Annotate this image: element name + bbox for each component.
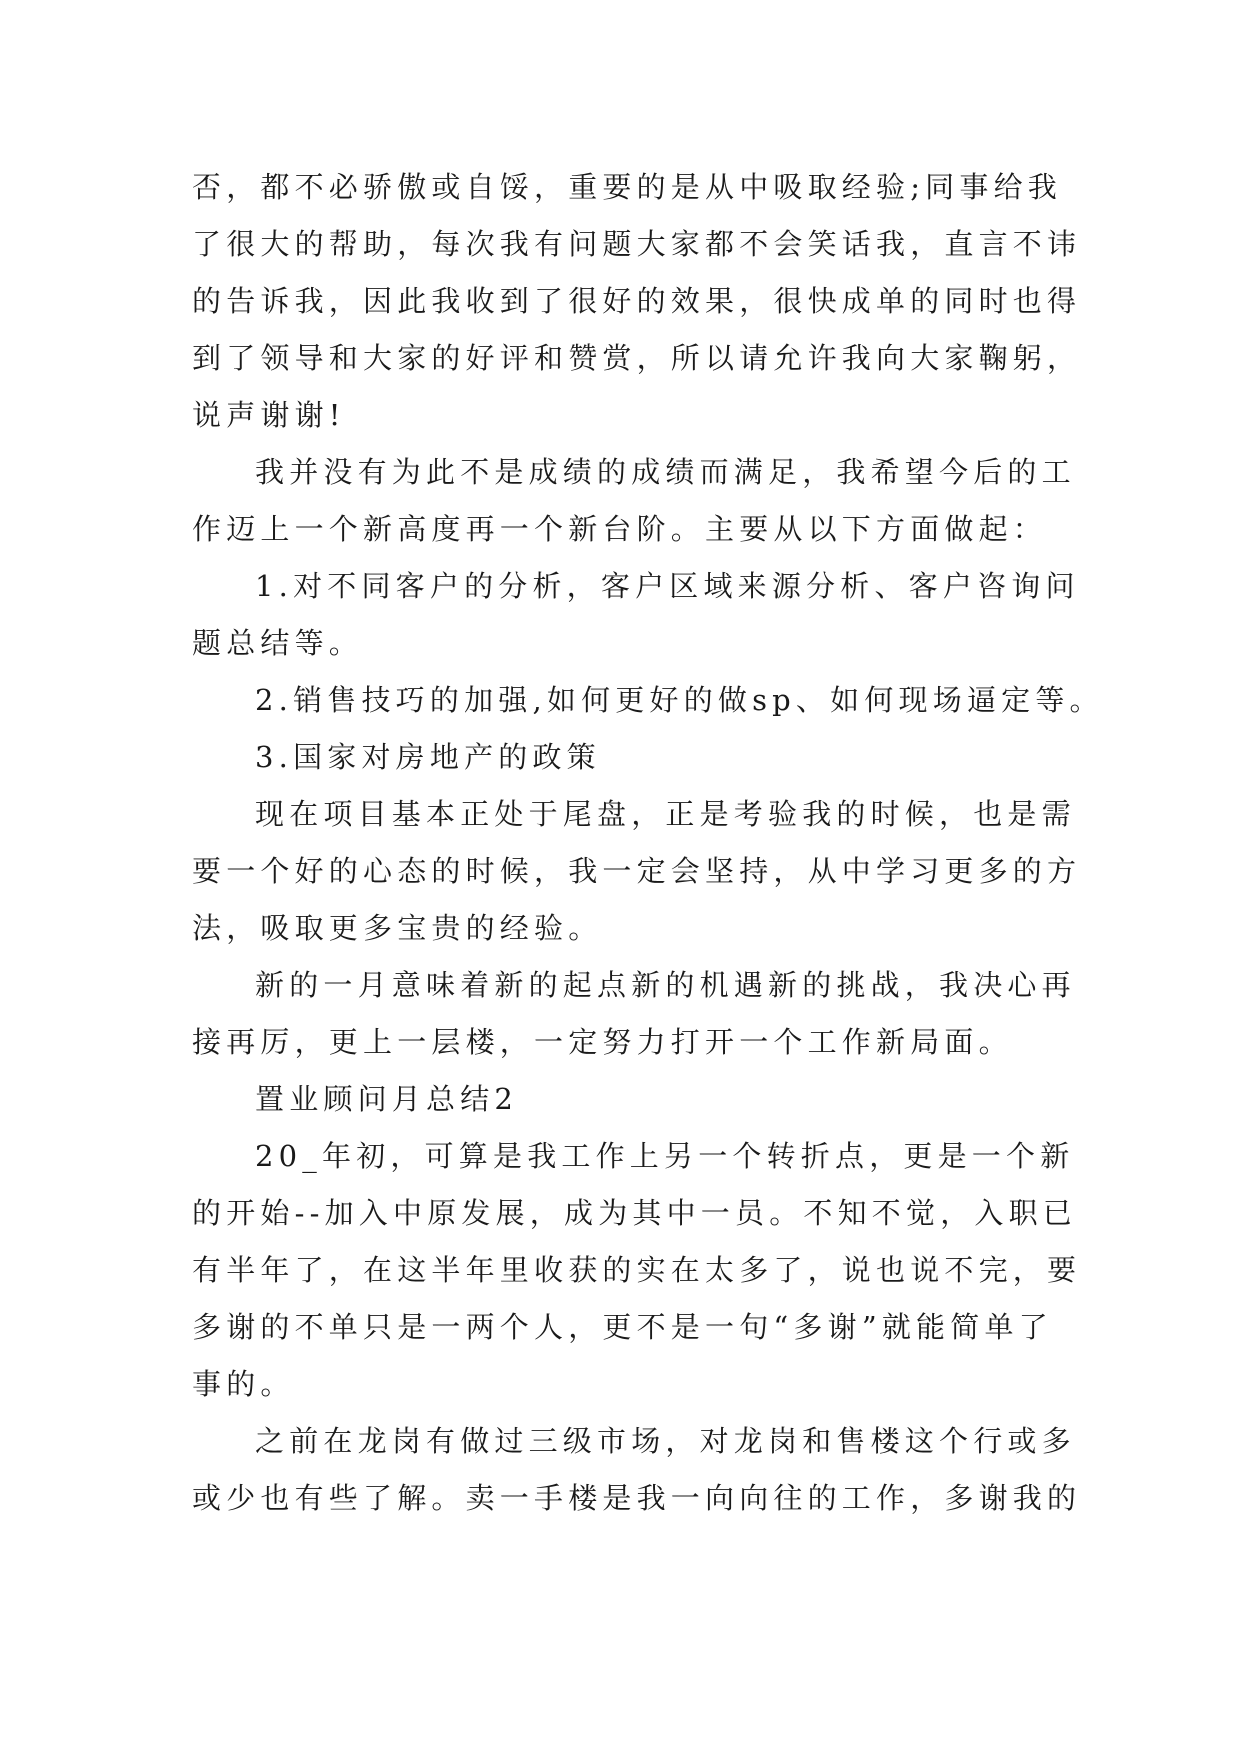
text-line: 的开始--加入中原发展，成为其中一员。不知不觉，入职已 — [192, 1196, 1077, 1230]
text-line: 说声谢谢! — [192, 398, 346, 432]
section-heading: 置业顾问月总结2 — [255, 1082, 519, 1116]
text-line: 作迈上一个新高度再一个新台阶。主要从以下方面做起： — [192, 512, 1048, 546]
text-line: 多谢的不单只是一两个人，更不是一句“多谢”就能简单了 — [192, 1310, 1053, 1344]
text-line: 否，都不必骄傲或自馁，重要的是从中吸取经验;同事给我 — [192, 170, 1062, 204]
text-line: 接再厉，更上一层楼，一定努力打开一个工作新局面。 — [192, 1025, 1013, 1059]
text-line: 要一个好的心态的时候，我一定会坚持，从中学习更多的方 — [192, 854, 1082, 888]
paragraph-start-line: 20_年初，可算是我工作上另一个转折点，更是一个新 — [255, 1139, 1075, 1173]
text-line: 的告诉我，因此我收到了很好的效果，很快成单的同时也得 — [192, 284, 1082, 318]
document-body — [192, 159, 1104, 1527]
text-line: 到了领导和大家的好评和赞赏，所以请允许我向大家鞠躬， — [192, 341, 1082, 375]
text-line: 有半年了，在这半年里收获的实在太多了，说也说不完，要 — [192, 1253, 1082, 1287]
text-line: 了很大的帮助，每次我有问题大家都不会笑话我，直言不讳 — [192, 227, 1082, 261]
paragraph-start-line: 新的一月意味着新的起点新的机遇新的挑战，我决心再 — [255, 968, 1076, 1002]
list-item-2: 2.销售技巧的加强,如何更好的做sp、如何现场逼定等。 — [255, 683, 1104, 717]
list-item-1: 1.对不同客户的分析，客户区域来源分析、客户咨询问 — [255, 569, 1080, 603]
text-line: 或少也有些了解。卖一手楼是我一向向往的工作，多谢我的 — [192, 1481, 1082, 1515]
text-line: 题总结等。 — [192, 626, 364, 660]
text-line: 法，吸取更多宝贵的经验。 — [192, 911, 603, 945]
paragraph-start-line: 现在项目基本正处于尾盘，正是考验我的时候，也是需 — [255, 797, 1076, 831]
text-line: 事的。 — [192, 1367, 295, 1401]
list-item-3: 3.国家对房地产的政策 — [255, 740, 601, 774]
paragraph-start-line: 我并没有为此不是成绩的成绩而满足，我希望今后的工 — [255, 455, 1076, 489]
paragraph-start-line: 之前在龙岗有做过三级市场，对龙岗和售楼这个行或多 — [255, 1424, 1076, 1458]
